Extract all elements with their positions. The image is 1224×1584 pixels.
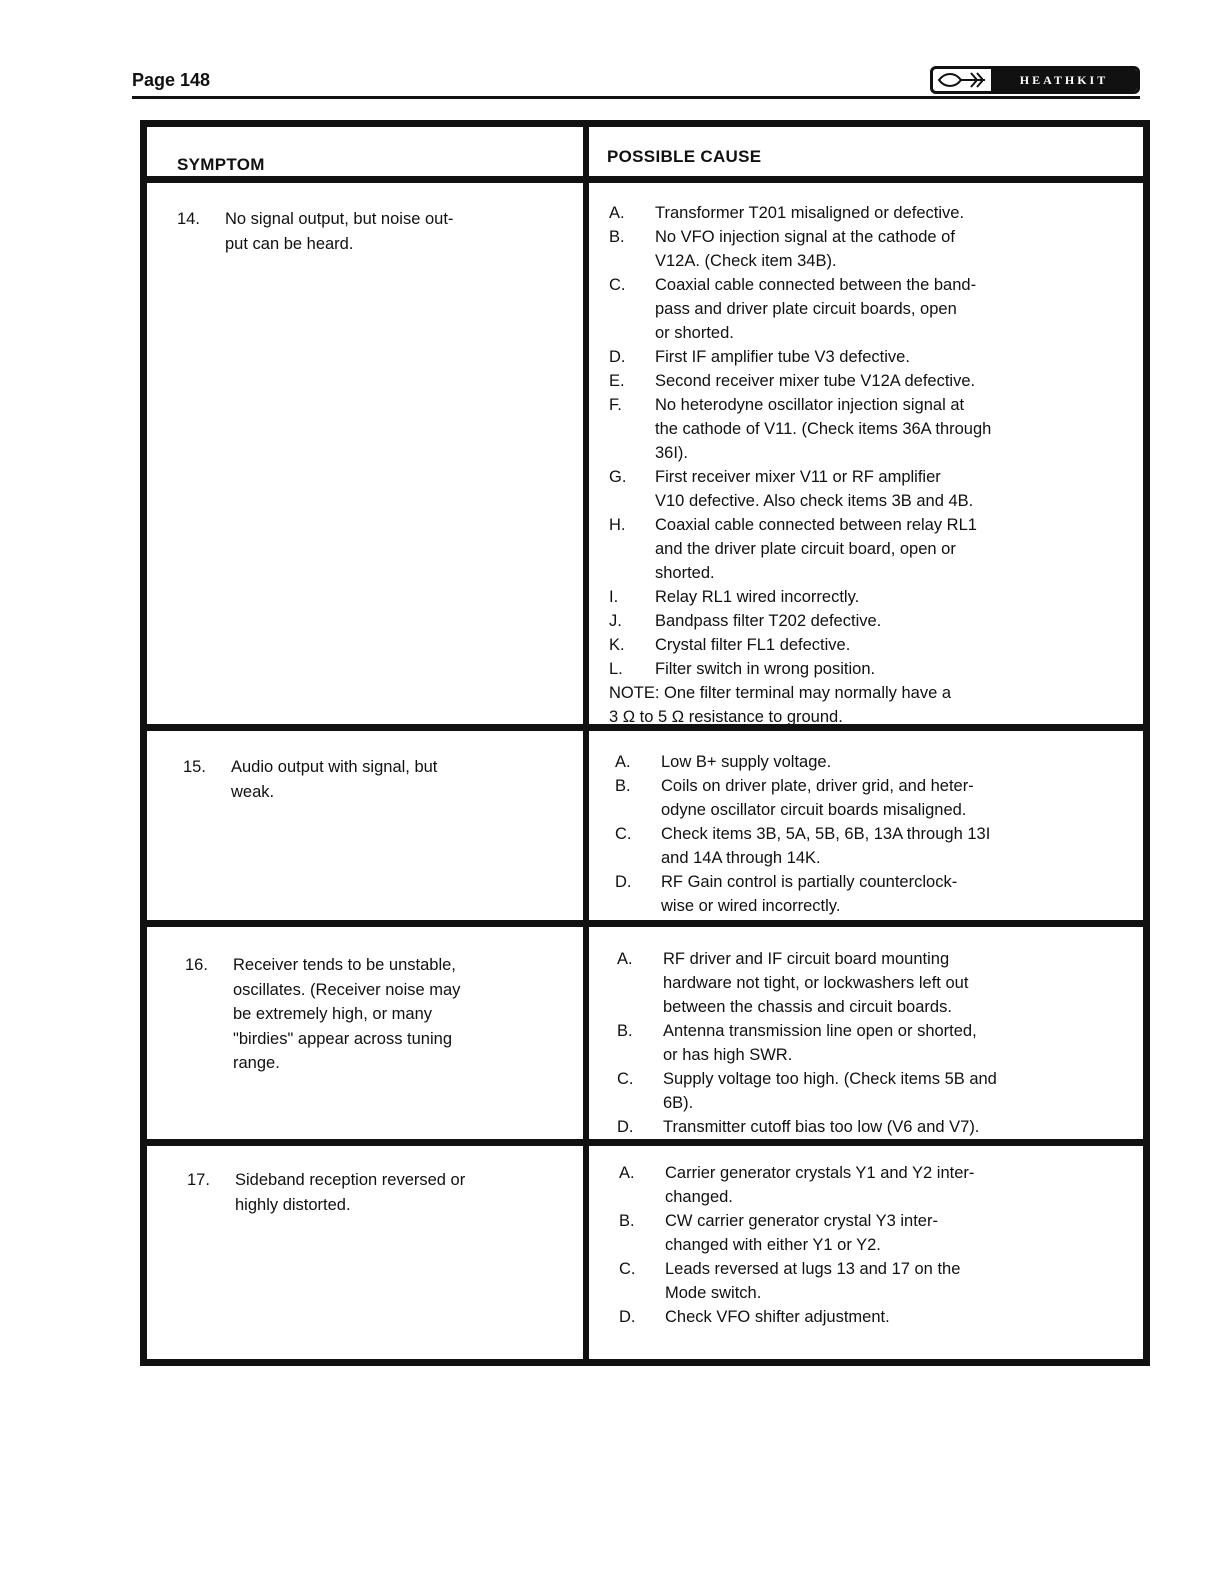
cause-item (609, 465, 1049, 513)
cause-text: Transmitter cutoff bias too low (V6 and V7). (663, 1118, 980, 1136)
row-divider (147, 1139, 1143, 1146)
cause-text: No VFO injection signal at the cathode of V12A. (Check item 34B). (655, 228, 955, 270)
cause-letter: B. (617, 1022, 633, 1040)
cause-item (609, 345, 1049, 369)
cause-item (619, 1257, 1059, 1305)
cause-text: Supply voltage too high. (Check items 5B and 6B). (663, 1070, 997, 1112)
cause-letter: C. (609, 276, 626, 294)
cause-text: Coaxial cable connected between the band- pass and driver plate circuit boards, open or shorted. (655, 276, 977, 342)
cause-item (619, 1209, 1059, 1257)
cause-item (615, 750, 1055, 774)
cause-letter: D. (617, 1118, 634, 1136)
cause-item (615, 822, 1055, 870)
cause-text: CW carrier generator crystal Y3 inter- changed with either Y1 or Y2. (665, 1212, 938, 1254)
cause-item (619, 1161, 1059, 1209)
cause-item (617, 1115, 1057, 1139)
cause-item (609, 393, 1049, 465)
column-divider (583, 127, 589, 1359)
cause-text: Low B+ supply voltage. (661, 753, 832, 771)
cause-letter: D. (619, 1308, 636, 1326)
cause-item (617, 947, 1057, 1019)
cause-item (617, 1067, 1057, 1115)
cause-letter: A. (617, 950, 633, 968)
item-number: 16. (185, 956, 208, 974)
cause-letter: D. (615, 873, 632, 891)
cause-letter: J. (609, 612, 622, 630)
header-row-rule (147, 176, 1143, 183)
cause-text: Filter switch in wrong position. (655, 660, 876, 678)
cause-item (615, 774, 1055, 822)
cause-letter: A. (615, 753, 631, 771)
symptom-text: No signal output, but noise out- put can be heard. (225, 210, 454, 253)
header-rule (132, 96, 1140, 99)
cause-letter: A. (609, 204, 625, 222)
cause-list (619, 1161, 1059, 1329)
cause-item (609, 273, 1049, 345)
item-number: 14. (177, 210, 200, 228)
cause-note: NOTE: One filter terminal may normally have a 3 Ω to 5 Ω resistance to ground. (609, 684, 952, 726)
symptom-text: Receiver tends to be unstable, oscillates. (Receiver noise may be extremely high, or many "birdies" appear across tuning range. (233, 956, 461, 1072)
cause-text: First receiver mixer V11 or RF amplifier V10 defective. Also check items 3B and 4B. (655, 468, 974, 510)
cause-item (615, 870, 1055, 918)
symptom-column-header: SYMPTOM (177, 155, 265, 174)
heathkit-emblem-icon (933, 69, 991, 91)
cause-item (609, 609, 1049, 633)
item-number: 15. (183, 758, 206, 776)
cause-item (609, 585, 1049, 609)
cause-text: Coaxial cable connected between relay RL1 and the driver plate circuit board, open or shorted. (655, 516, 977, 582)
row-divider (147, 920, 1143, 927)
cause-text: Second receiver mixer tube V12A defective. (655, 372, 976, 390)
cause-letter: C. (619, 1260, 636, 1278)
cause-text: Crystal filter FL1 defective. (655, 636, 851, 654)
cause-letter: H. (609, 516, 626, 534)
symptom-cell (187, 1168, 547, 1217)
symptom-text: Sideband reception reversed or highly distorted. (235, 1171, 466, 1214)
cause-item (619, 1305, 1059, 1329)
cause-item (609, 513, 1049, 585)
cause-letter: K. (609, 636, 625, 654)
cause-letter: B. (615, 777, 631, 795)
cause-text: Check items 3B, 5A, 5B, 6B, 13A through 13I and 14A through 14K. (661, 825, 991, 867)
cause-column-header: POSSIBLE CAUSE (607, 147, 762, 166)
cause-letter: L. (609, 660, 623, 678)
item-number: 17. (187, 1171, 210, 1189)
heathkit-brand-text: HEATHKIT (991, 69, 1137, 91)
cause-text: RF Gain control is partially counterclock- wise or wired incorrectly. (661, 873, 958, 915)
symptom-cell (185, 953, 545, 1076)
symptom-text: Audio output with signal, but weak. (231, 758, 438, 801)
page-number: Page 148 (132, 70, 211, 90)
cause-item (609, 657, 1049, 681)
heathkit-logo (930, 66, 1140, 94)
cause-letter: B. (609, 228, 625, 246)
cause-letter: B. (619, 1212, 635, 1230)
cause-text: Leads reversed at lugs 13 and 17 on the Mode switch. (665, 1260, 961, 1302)
page-header (132, 66, 1142, 100)
cause-item (617, 1019, 1057, 1067)
cause-letter: C. (615, 825, 632, 843)
cause-letter: G. (609, 468, 627, 486)
cause-text: Transformer T201 misaligned or defective. (655, 204, 965, 222)
cause-text: RF driver and IF circuit board mounting hardware not tight, or lockwashers left out between the chassis and circuit boards. (663, 950, 969, 1016)
cause-item (609, 201, 1049, 225)
cause-list (617, 947, 1057, 1139)
cause-text: Carrier generator crystals Y1 and Y2 inter- changed. (665, 1164, 975, 1206)
cause-letter: F. (609, 396, 622, 414)
cause-text: Bandpass filter T202 defective. (655, 612, 882, 630)
cause-item (609, 225, 1049, 273)
cause-text: Relay RL1 wired incorrectly. (655, 588, 860, 606)
troubleshooting-table (140, 120, 1150, 1366)
cause-text: Check VFO shifter adjustment. (665, 1308, 890, 1326)
cause-item (609, 369, 1049, 393)
cause-letter: A. (619, 1164, 635, 1182)
cause-list (609, 201, 1049, 729)
cause-item (609, 633, 1049, 657)
symptom-cell (177, 207, 537, 256)
cause-text: First IF amplifier tube V3 defective. (655, 348, 910, 366)
cause-text: No heterodyne oscillator injection signal at the cathode of V11. (Check items 36A through 36I). (655, 396, 992, 462)
cause-text: Antenna transmission line open or shorted, or has high SWR. (663, 1022, 977, 1064)
cause-letter: I. (609, 588, 619, 606)
cause-text: Coils on driver plate, driver grid, and heter- odyne oscillator circuit boards misaligned. (661, 777, 974, 819)
cause-letter: C. (617, 1070, 634, 1088)
symptom-cell (183, 755, 543, 804)
cause-letter: D. (609, 348, 626, 366)
cause-list (615, 750, 1055, 918)
cause-letter: E. (609, 372, 625, 390)
